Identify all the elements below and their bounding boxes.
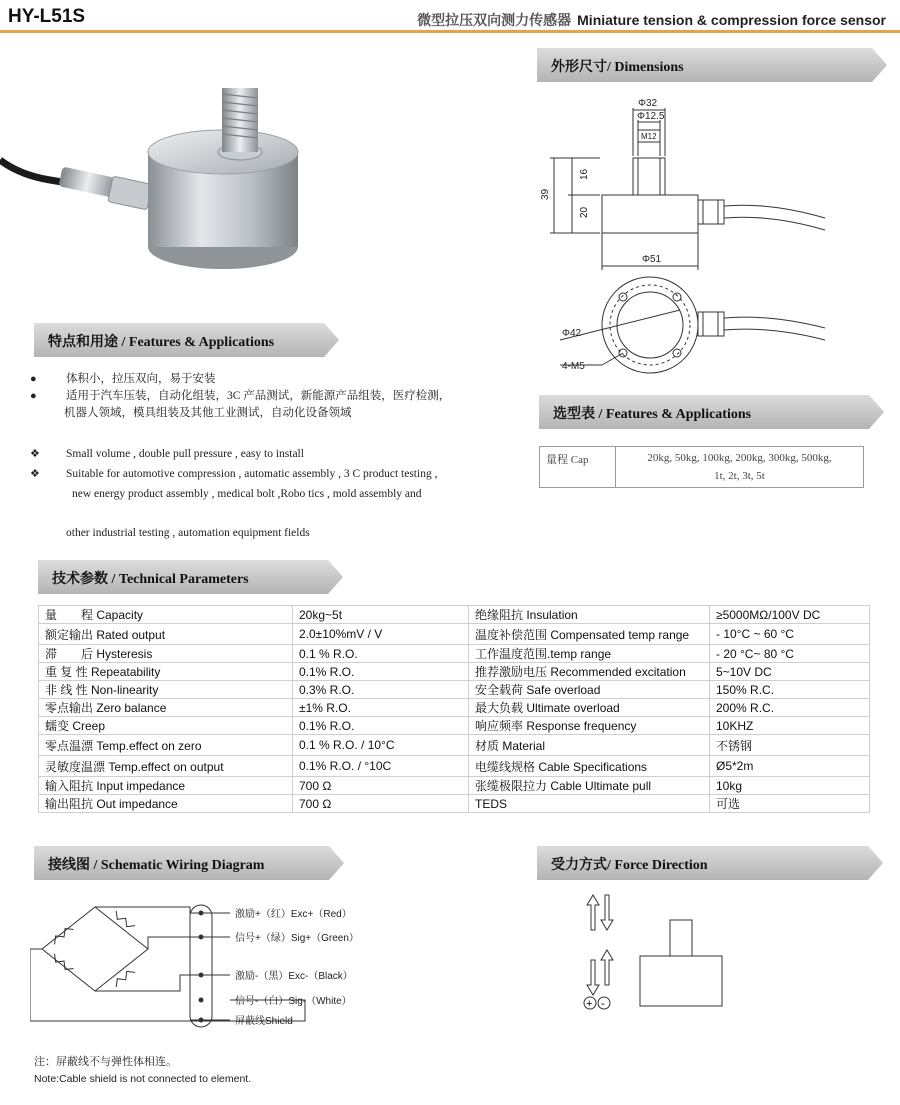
svg-text:M12: M12 xyxy=(641,132,657,141)
section-selection: 选型表 / Features & Applications xyxy=(539,395,884,429)
param-value: 0.1% R.O. xyxy=(293,663,469,681)
svg-text:39: 39 xyxy=(540,188,551,200)
param-name: 电缆线规格 Cable Specifications xyxy=(469,756,710,777)
param-name: 绝缘阻抗 Insulation xyxy=(469,606,710,624)
section-features: 特点和用途 / Features & Applications xyxy=(34,323,339,357)
param-value: - 20 °C~ 80 °C xyxy=(710,645,870,663)
param-name: 工作温度范围.temp range xyxy=(469,645,710,663)
svg-text:Φ12.5: Φ12.5 xyxy=(637,111,665,122)
param-value: 5~10V DC xyxy=(710,663,870,681)
selection-label: 量程 Cap xyxy=(540,447,616,488)
param-name: 材质 Material xyxy=(469,735,710,756)
param-value: 0.1 % R.O. / 10°C xyxy=(293,735,469,756)
param-name: 输入阻抗 Input impedance xyxy=(39,777,293,795)
param-value: ≥5000MΩ/100V DC xyxy=(710,606,870,624)
param-value: Ø5*2m xyxy=(710,756,870,777)
bullet-icon: ● xyxy=(30,390,37,402)
svg-text:Φ42: Φ42 xyxy=(562,328,582,339)
section-wiring: 接线图 / Schematic Wiring Diagram xyxy=(34,846,344,880)
product-title-en: Miniature tension & compression force sensor xyxy=(577,12,886,28)
param-name: 额定输出 Rated output xyxy=(39,624,293,645)
param-name: 蠕变 Creep xyxy=(39,717,293,735)
feature-en-1: ❖ Small volume , double pull pressure , easy to install xyxy=(30,444,500,464)
dimensions-drawing xyxy=(540,90,885,380)
svg-text:16: 16 xyxy=(579,168,590,180)
param-value: - 10°C ~ 60 °C xyxy=(710,624,870,645)
wiring-note-en: Note:Cable shield is not connected to element. xyxy=(34,1073,252,1085)
force-minus-label: - xyxy=(601,998,605,1010)
param-value: 200% R.C. xyxy=(710,699,870,717)
wiring-diagram xyxy=(30,895,450,1035)
param-row xyxy=(39,717,870,735)
wiring-note-cn: 注：屏蔽线不与弹性体相连。 xyxy=(34,1056,177,1068)
param-row xyxy=(39,606,870,624)
technical-parameters-table xyxy=(38,605,870,813)
param-row xyxy=(39,645,870,663)
sensor-photo xyxy=(0,80,300,305)
param-value: 10KHZ xyxy=(710,717,870,735)
feature-cn-3: 机器人领域，模具组装及其他工业测试，自动化设备领域 xyxy=(64,407,352,419)
param-value: 2.0±10%mV / V xyxy=(293,624,469,645)
param-name: 零点温漂 Temp.effect on zero xyxy=(39,735,293,756)
svg-text:Φ32: Φ32 xyxy=(638,98,658,109)
param-value: 700 Ω xyxy=(293,795,469,813)
product-title-cn: 微型拉压双向测力传感器 xyxy=(417,12,572,28)
param-name: 响应频率 Response frequency xyxy=(469,717,710,735)
wire-shield-label: 屏蔽线Shield xyxy=(235,1016,293,1027)
param-row xyxy=(39,624,870,645)
param-row xyxy=(39,795,870,813)
section-technical: 技术参数 / Technical Parameters xyxy=(38,560,343,594)
product-title xyxy=(417,10,886,30)
param-name: 零点输出 Zero balance xyxy=(39,699,293,717)
param-row xyxy=(39,681,870,699)
param-value: 150% R.C. xyxy=(710,681,870,699)
param-value: 0.1 % R.O. xyxy=(293,645,469,663)
param-name: 重 复 性 Repeatability xyxy=(39,663,293,681)
param-name: 温度补偿范围 Compensated temp range xyxy=(469,624,710,645)
param-name: 最大负载 Ultimate overload xyxy=(469,699,710,717)
param-row xyxy=(39,777,870,795)
param-name: 张缆极限拉力 Cable Ultimate pull xyxy=(469,777,710,795)
svg-text:Φ51: Φ51 xyxy=(642,254,662,265)
param-name: 滞 后 Hysteresis xyxy=(39,645,293,663)
force-direction-diagram xyxy=(575,890,735,1020)
selection-values: 20kg, 50kg, 100kg, 200kg, 300kg, 500kg, 1t, 2t, 3t, 5t xyxy=(616,447,864,488)
param-row xyxy=(39,756,870,777)
param-value: 不锈钢 xyxy=(710,735,870,756)
param-name: TEDS xyxy=(469,795,710,813)
section-dimensions: 外形尺寸/ Dimensions xyxy=(537,48,887,82)
feature-en-4: other industrial testing , automation equipment fields xyxy=(66,527,310,539)
param-row xyxy=(39,735,870,756)
wire-exc-plus-label: 激励+（红）Exc+（Red） xyxy=(235,909,352,920)
svg-text:20: 20 xyxy=(579,206,590,218)
diamond-bullet-icon: ❖ xyxy=(30,448,40,460)
wire-sig-minus-label: 信号-（白）Sig-（White） xyxy=(235,996,352,1007)
param-value: 10kg xyxy=(710,777,870,795)
param-name: 安全载荷 Safe overload xyxy=(469,681,710,699)
param-name: 输出阻抗 Out impedance xyxy=(39,795,293,813)
param-value: 0.1% R.O. / °10C xyxy=(293,756,469,777)
param-name: 灵敏度温漂 Temp.effect on output xyxy=(39,756,293,777)
param-value: 0.3% R.O. xyxy=(293,681,469,699)
param-name: 非 线 性 Non-linearity xyxy=(39,681,293,699)
model-number: HY-L51S xyxy=(8,6,86,27)
features-list xyxy=(30,371,500,543)
diamond-bullet-icon: ❖ xyxy=(30,468,40,480)
feature-en-2: ❖ Suitable for automotive compression , automatic assembly , 3 C product testing , xyxy=(30,464,500,484)
param-row xyxy=(39,663,870,681)
selection-table xyxy=(539,446,864,488)
param-value: 0.1% R.O. xyxy=(293,717,469,735)
svg-text:4-M5: 4-M5 xyxy=(562,361,585,372)
param-row xyxy=(39,699,870,717)
feature-cn-1: ● 体积小，拉压双向，易于安装 xyxy=(30,371,500,388)
bullet-icon: ● xyxy=(30,373,37,385)
feature-en-3: new energy product assembly , medical bolt ,Robo tics , mold assembly and xyxy=(72,488,422,500)
param-name: 推荐激励电压 Recommended excitation xyxy=(469,663,710,681)
wire-exc-minus-label: 激励-（黑）Exc-（Black） xyxy=(235,971,353,982)
section-force: 受力方式/ Force Direction xyxy=(537,846,883,880)
param-value: 可选 xyxy=(710,795,870,813)
param-value: 700 Ω xyxy=(293,777,469,795)
param-value: ±1% R.O. xyxy=(293,699,469,717)
wire-sig-plus-label: 信号+（绿）Sig+（Green） xyxy=(235,933,359,944)
feature-cn-2: ● 适用于汽车压装，自动化组装，3C 产品测试，新能源产品组装，医疗检测， xyxy=(30,388,500,405)
param-value: 20kg~5t xyxy=(293,606,469,624)
header-divider xyxy=(0,30,900,33)
param-name: 量 程 Capacity xyxy=(39,606,293,624)
force-plus-label: + xyxy=(586,998,593,1010)
